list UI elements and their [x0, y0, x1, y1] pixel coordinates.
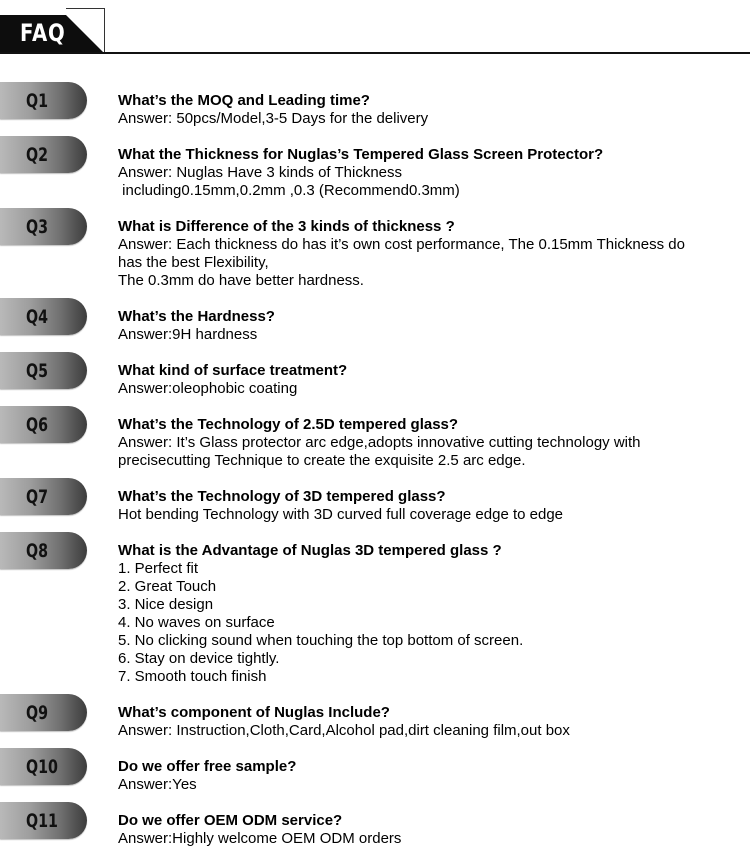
- question-number-badge: [0, 136, 87, 173]
- answer-line: Answer: Instruction,Cloth,Card,Alcohol pad,dirt cleaning film,out box: [118, 722, 570, 739]
- question-number-badge: [0, 82, 87, 119]
- answer-text: [118, 236, 743, 290]
- question-number-badge: [0, 802, 87, 839]
- answer-text: [118, 434, 743, 470]
- answer-line: 2. Great Touch: [118, 578, 217, 595]
- page-title: FAQ: [20, 19, 66, 47]
- question-number: Q4: [26, 306, 49, 328]
- faq-header: [0, 0, 750, 60]
- question-text: What’s component of Nuglas Include?: [118, 704, 390, 721]
- question-number: Q10: [26, 756, 58, 778]
- answer-text: [118, 326, 743, 344]
- question-number: Q3: [26, 216, 49, 238]
- answer-text: [118, 164, 743, 200]
- answer-text: [118, 830, 743, 848]
- answer-text: [118, 560, 743, 686]
- question-number-badge: [0, 298, 87, 335]
- answer-line: Answer:Yes: [118, 776, 197, 793]
- question-number: Q1: [26, 90, 49, 112]
- question-text: What is the Advantage of Nuglas 3D tempered glass ?: [118, 542, 502, 559]
- answer-line: 6. Stay on device tightly.: [118, 650, 280, 667]
- answer-line: precisecutting Technique to create the exquisite 2.5 arc edge.: [118, 452, 526, 469]
- answer-line: including0.15mm,0.2mm ,0.3 (Recommend0.3mm): [118, 182, 460, 199]
- header-divider: [0, 52, 750, 54]
- answer-line: 1. Perfect fit: [118, 560, 199, 577]
- question-number: Q8: [26, 540, 49, 562]
- question-number-badge: [0, 352, 87, 389]
- question-number-badge: [0, 208, 87, 245]
- question-number-badge: [0, 748, 87, 785]
- question-number: Q2: [26, 144, 49, 166]
- question-number-badge: [0, 406, 87, 443]
- question-text: Do we offer OEM ODM service?: [118, 812, 343, 829]
- answer-line: Answer:Highly welcome OEM ODM orders: [118, 830, 402, 847]
- question-number-badge: [0, 694, 87, 731]
- answer-line: Hot bending Technology with 3D curved full coverage edge to edge: [118, 506, 564, 523]
- answer-line: Answer:9H hardness: [118, 326, 258, 343]
- question-text: What’s the Hardness?: [118, 308, 275, 325]
- question-text: What the Thickness for Nuglas’s Tempered Glass Screen Protector?: [118, 146, 604, 163]
- answer-line: Answer: Each thickness do has it’s own cost performance, The 0.15mm Thickness do: [118, 236, 685, 253]
- question-number: Q5: [26, 360, 49, 382]
- answer-line: 7. Smooth touch finish: [118, 668, 267, 685]
- answer-text: [118, 776, 743, 794]
- answer-line: The 0.3mm do have better hardness.: [118, 272, 364, 289]
- question-number: Q9: [26, 702, 49, 724]
- answer-line: Answer:oleophobic coating: [118, 380, 298, 397]
- answer-line: has the best Flexibility,: [118, 254, 269, 271]
- question-number: Q6: [26, 414, 49, 436]
- question-text: What’s the MOQ and Leading time?: [118, 92, 370, 109]
- answer-text: [118, 722, 743, 740]
- answer-text: [118, 110, 743, 128]
- answer-line: Answer: It’s Glass protector arc edge,adopts innovative cutting technology with: [118, 434, 641, 451]
- answer-text: [118, 506, 743, 524]
- answer-text: [118, 380, 743, 398]
- question-number: Q7: [26, 486, 49, 508]
- answer-line: 5. No clicking sound when touching the top bottom of screen.: [118, 632, 524, 649]
- question-number-badge: [0, 478, 87, 515]
- answer-line: 3. Nice design: [118, 596, 214, 613]
- question-text: Do we offer free sample?: [118, 758, 297, 775]
- answer-line: 4. No waves on surface: [118, 614, 275, 631]
- answer-line: Answer: Nuglas Have 3 kinds of Thickness: [118, 164, 403, 181]
- question-text: What kind of surface treatment?: [118, 362, 348, 379]
- question-text: What is Difference of the 3 kinds of thickness ?: [118, 218, 455, 235]
- question-text: What’s the Technology of 2.5D tempered glass?: [118, 416, 459, 433]
- question-number-badge: [0, 532, 87, 569]
- question-number: Q11: [26, 810, 58, 832]
- answer-line: Answer: 50pcs/Model,3-5 Days for the delivery: [118, 110, 429, 127]
- question-text: What’s the Technology of 3D tempered glass?: [118, 488, 446, 505]
